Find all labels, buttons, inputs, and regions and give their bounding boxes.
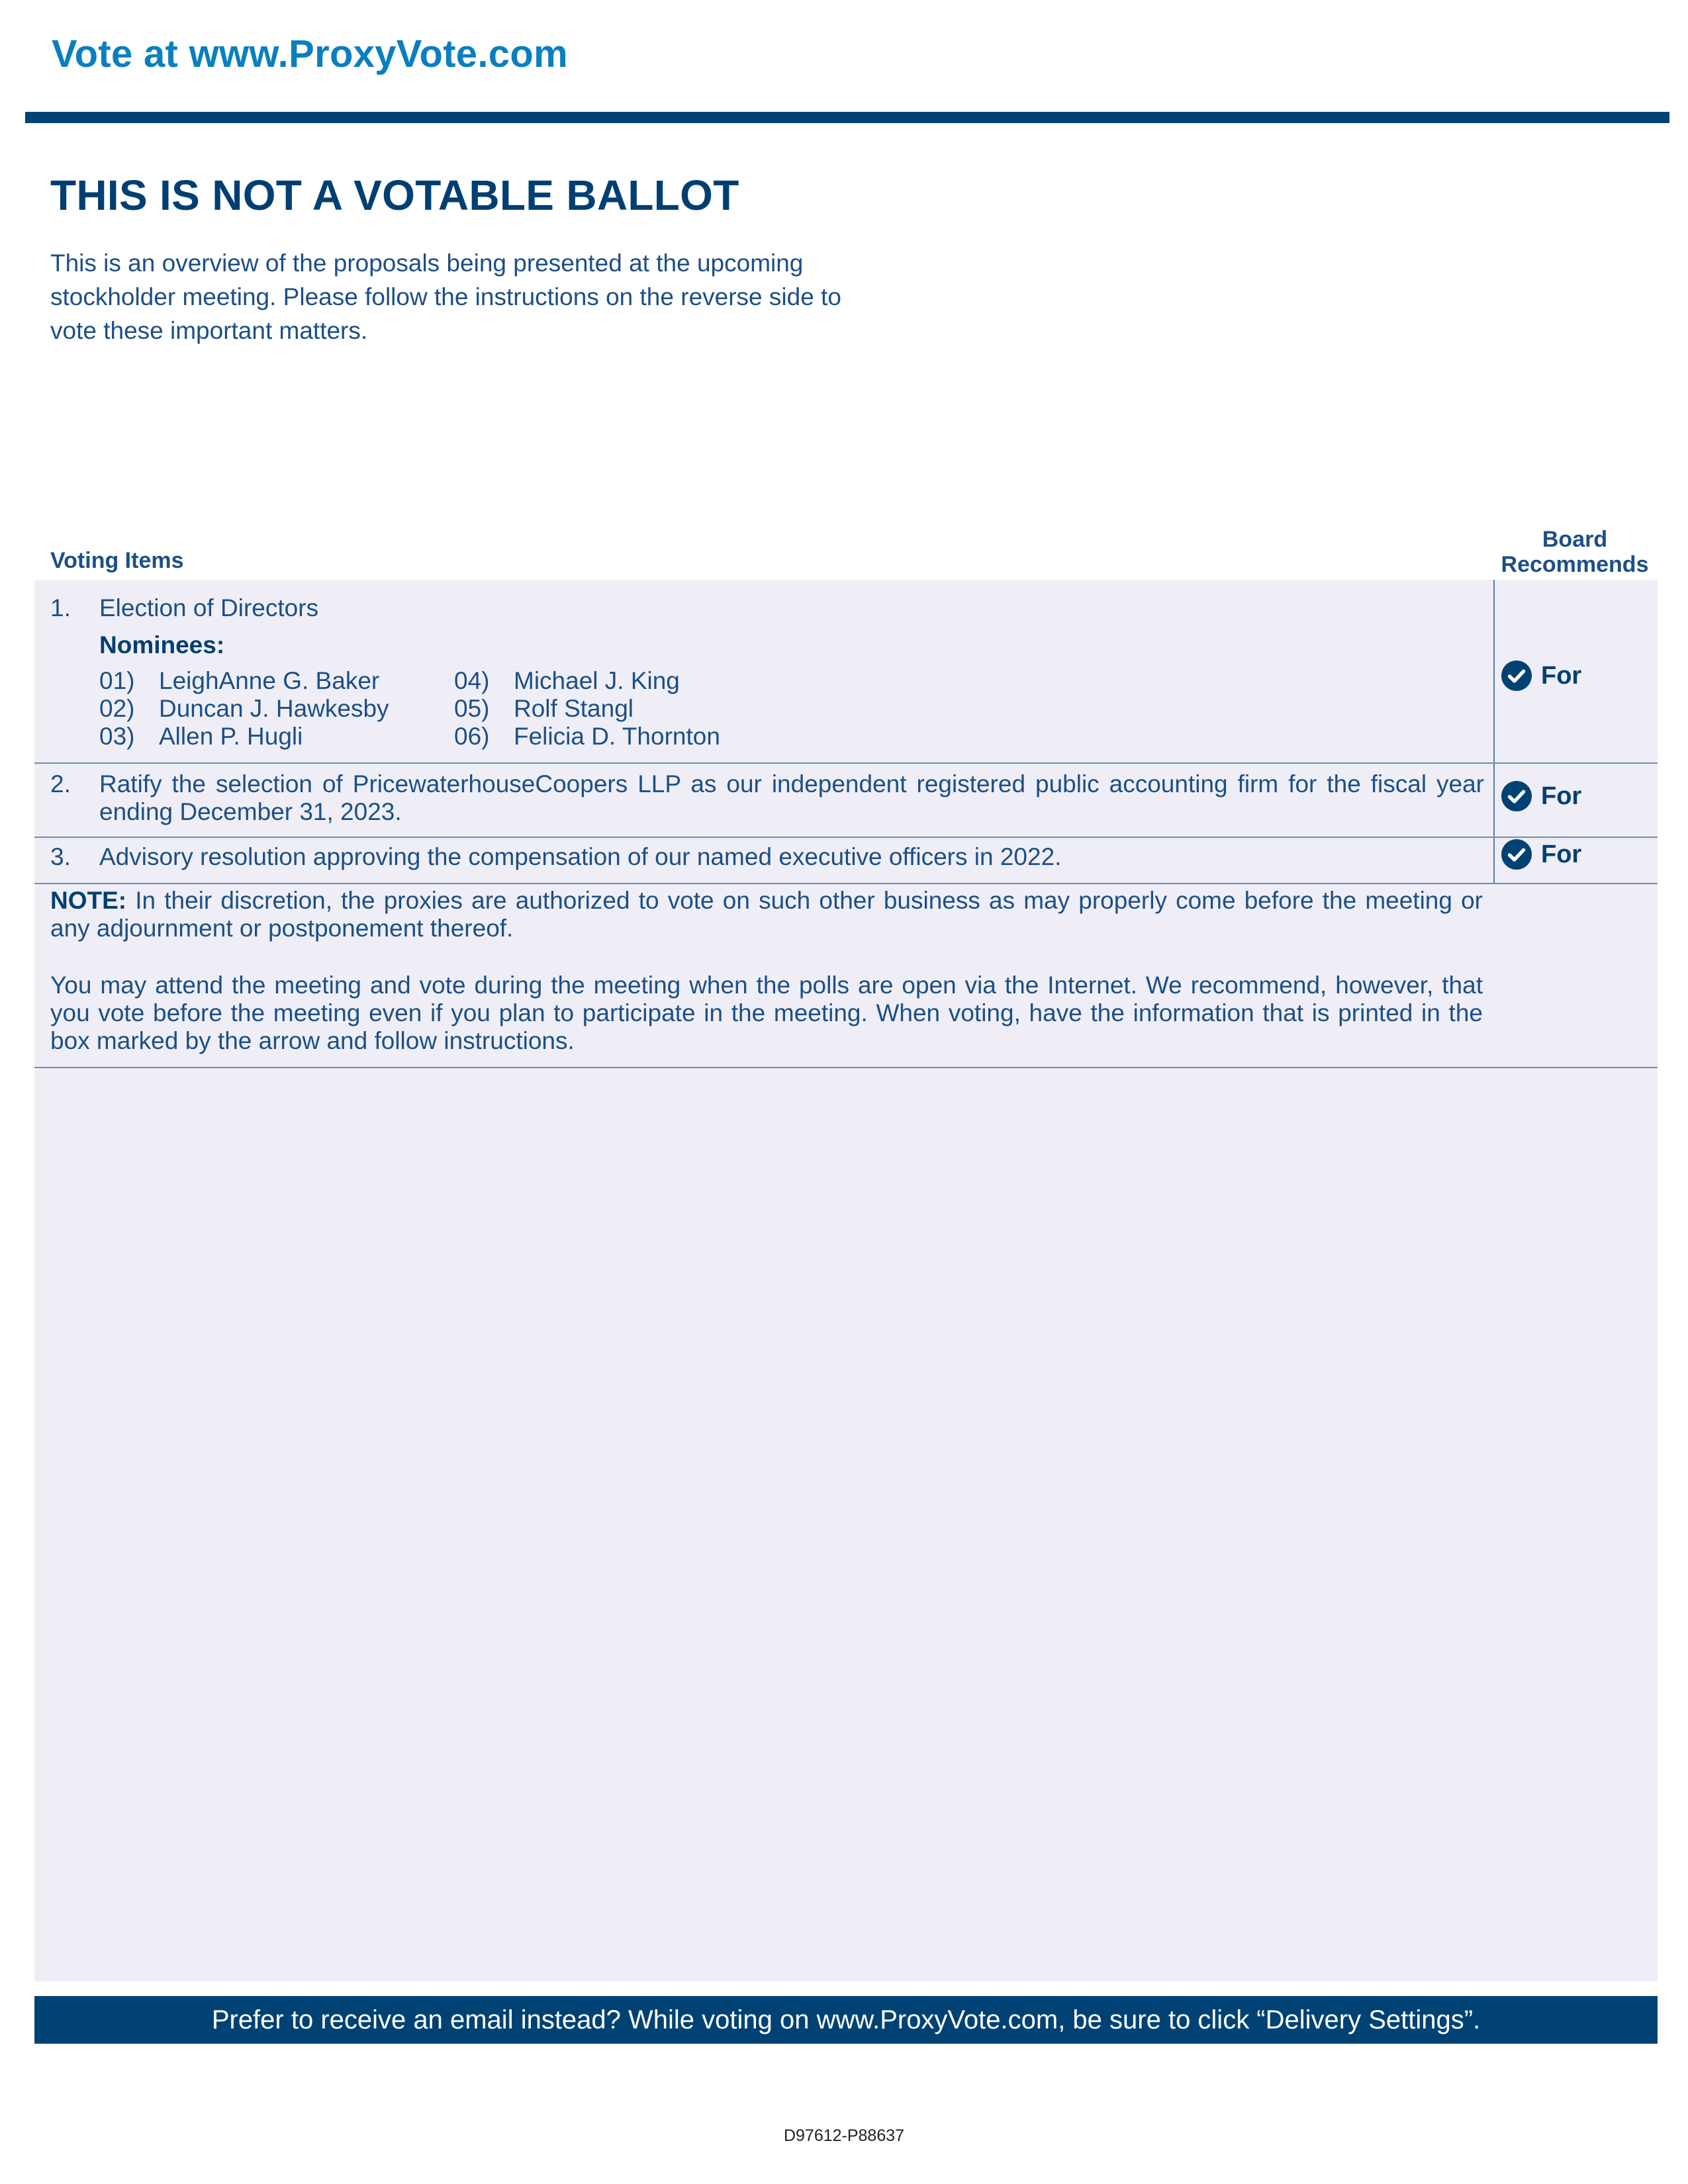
page-title: THIS IS NOT A VOTABLE BALLOT: [50, 171, 739, 219]
item-number: 1.: [50, 594, 71, 621]
row-divider: [34, 837, 1658, 838]
check-circle-icon: [1501, 781, 1532, 811]
item-text-compensation: Advisory resolution approving the compensation of our named executive officers in 2022.: [99, 843, 1062, 870]
note-label: NOTE:: [50, 887, 127, 914]
email-delivery-text: Prefer to receive an email instead? While voting on www.ProxyVote.com, be sure to click “Delivery Settings”.: [211, 2005, 1481, 2034]
proxyvote-link[interactable]: Vote at www.ProxyVote.com: [52, 32, 568, 75]
email-delivery-banner: [34, 1996, 1658, 2044]
recommendation-label: For: [1541, 661, 1582, 690]
attend-meeting-paragraph: You may attend the meeting and vote during the meeting when the polls are open via the Internet. We recommend, however, that you vote before the meeting even if you plan to participate in the meeting. When voting, have the information that is printed in the box marked by the arrow and follow instructions.: [50, 972, 1483, 1054]
nominee-number: 02): [99, 695, 135, 722]
nominee-name: Allen P. Hugli: [159, 723, 303, 750]
nominees-label: Nominees:: [99, 631, 225, 659]
recommendation-for: [1501, 660, 1581, 691]
row-divider: [34, 883, 1658, 884]
document-id: D97612-P88637: [783, 2126, 905, 2145]
note-text: In their discretion, the proxies are authorized to vote on such other business as may properly come before the meeting or any adjournment or postponement thereof.: [50, 887, 1483, 942]
header-divider-bar: [25, 112, 1669, 123]
note-paragraph: [50, 887, 1483, 942]
nominee-name: LeighAnne G. Baker: [159, 667, 380, 694]
recommendation-label: For: [1541, 782, 1582, 810]
nominee-name: Michael J. King: [514, 667, 680, 694]
check-circle-icon: [1501, 660, 1532, 691]
nominee: [99, 667, 379, 695]
intro-paragraph: This is an overview of the proposals being presented at the upcoming stockholder meeting. Please follow the instructions on the reverse side to vote these important matters.: [50, 250, 841, 344]
item-text-auditor: Ratify the selection of PricewaterhouseCoopers LLP as our independent registered public accounting firm for the fiscal year ending December 31, 2023.: [99, 770, 1484, 825]
nominee-number: 03): [99, 723, 135, 750]
nominee-name: Rolf Stangl: [514, 695, 633, 722]
row-divider: [34, 762, 1658, 764]
voting-items-header: Voting Items: [50, 548, 184, 573]
nominee: [99, 723, 303, 751]
nominee: [454, 695, 633, 723]
nominee: [454, 667, 680, 695]
recommendation-for: [1501, 781, 1581, 811]
recommendation-column-divider: [1493, 580, 1495, 884]
item-number: 2.: [50, 770, 71, 797]
recommendation-for: [1501, 839, 1581, 870]
item-text-election: Election of Directors: [99, 594, 319, 621]
nominee-number: 04): [454, 667, 490, 694]
nominee-number: 05): [454, 695, 490, 722]
recommendation-label: For: [1541, 840, 1582, 868]
item-number: 3.: [50, 843, 71, 870]
nominee: [454, 723, 720, 751]
nominee-name: Felicia D. Thornton: [514, 723, 720, 750]
nominee-number: 01): [99, 667, 135, 694]
nominee-name: Duncan J. Hawkesby: [159, 695, 389, 722]
nominee-number: 06): [454, 723, 490, 750]
nominee: [99, 695, 389, 723]
check-circle-icon: [1501, 839, 1532, 870]
section-divider: [34, 1067, 1658, 1068]
board-recommends-header: Board Recommends: [1501, 527, 1649, 577]
